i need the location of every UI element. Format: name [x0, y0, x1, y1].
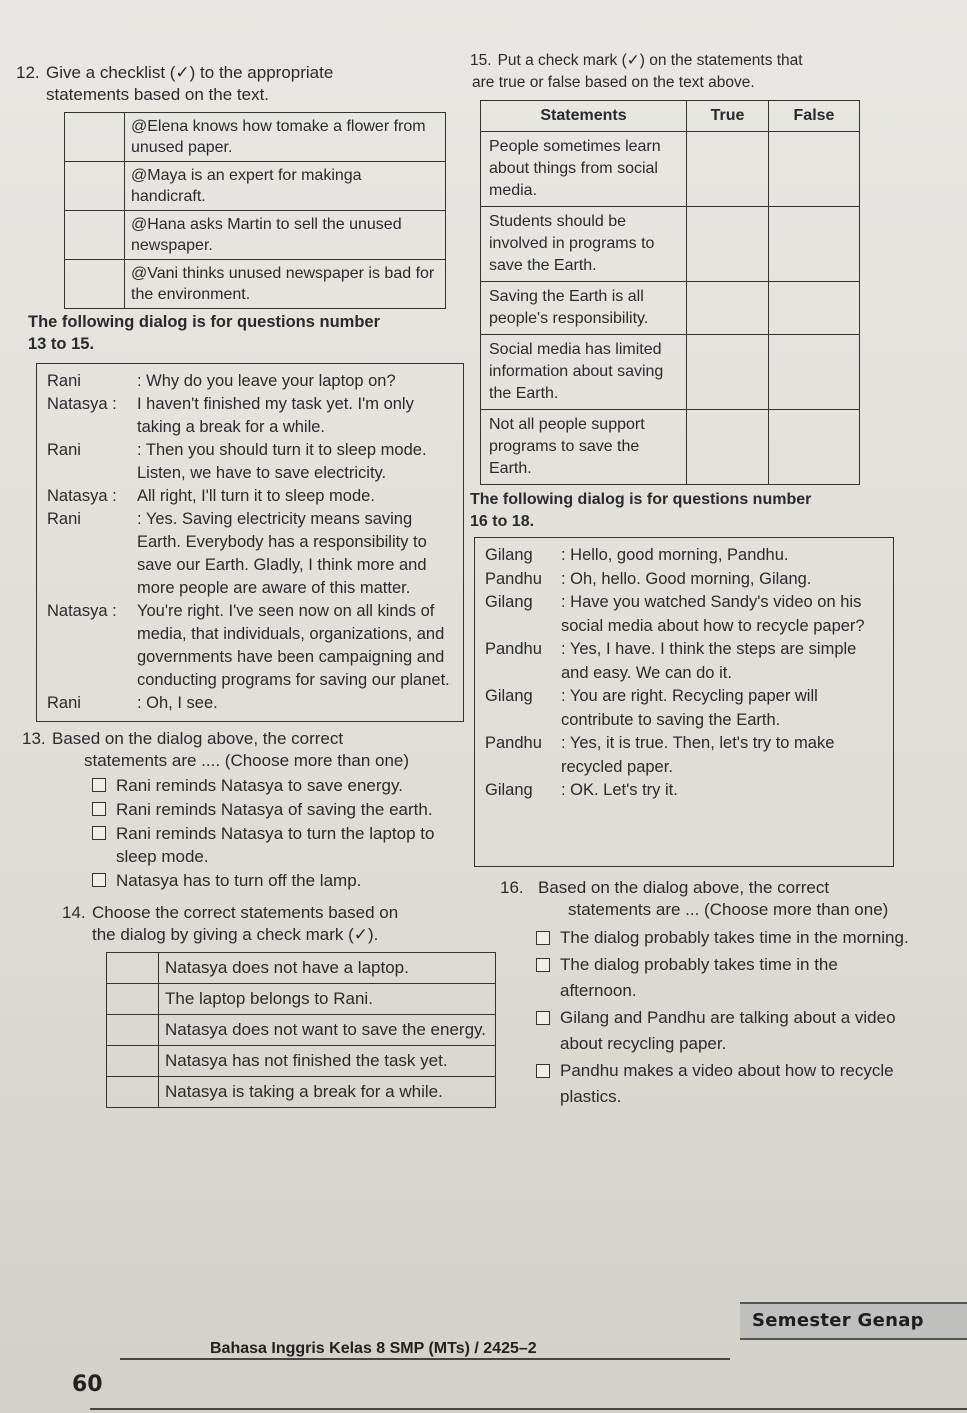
question-number: 13.	[22, 729, 46, 748]
dialog-1-box	[36, 363, 464, 722]
false-cell[interactable]	[769, 132, 860, 207]
dialog-line	[485, 568, 883, 592]
table-row	[65, 260, 446, 309]
false-cell[interactable]	[769, 410, 860, 485]
dialog-2-intro	[470, 489, 945, 533]
statement-cell: Natasya does not want to save the energy.	[159, 1015, 496, 1046]
question-12	[16, 62, 478, 106]
table-row	[107, 984, 496, 1015]
footer-divider	[120, 1358, 730, 1360]
table-row	[481, 207, 860, 282]
line-text: : Hello, good morning, Pandhu.	[561, 546, 789, 564]
line-text: You're right. I've seen now on all kinds of media, that individuals, organizations, and governments have been campaigning and conducting programs for saving our planet.	[137, 602, 450, 689]
check-box[interactable]	[65, 260, 125, 309]
speaker: Natasya :	[47, 602, 117, 620]
statement-cell: @Elena knows how tomake a flower from unused paper.	[125, 113, 446, 162]
dialog-1-intro	[28, 311, 478, 355]
option[interactable]	[88, 869, 478, 892]
option[interactable]	[532, 1005, 912, 1057]
question-13	[22, 728, 478, 772]
question-text: Based on the dialog above, the correct	[52, 729, 344, 748]
check-box[interactable]	[65, 113, 125, 162]
footer-divider	[90, 1408, 967, 1410]
table-row	[107, 953, 496, 984]
speaker: Natasya :	[47, 395, 117, 413]
line-text: : You are right. Recycling paper will contribute to saving the Earth.	[561, 687, 818, 729]
true-cell[interactable]	[687, 132, 769, 207]
statement-cell: Not all people support programs to save the Earth.	[481, 410, 687, 485]
dialog-line	[485, 638, 883, 685]
statement-cell: Natasya is taking a break for a while.	[159, 1077, 496, 1108]
true-cell[interactable]	[687, 282, 769, 335]
question-text: Give a checklist (✓) to the appropriate	[46, 63, 334, 82]
option[interactable]	[532, 925, 912, 951]
question-number: 14.	[62, 903, 86, 922]
speaker: Natasya :	[47, 487, 117, 505]
statement-cell: People sometimes learn about things from social media.	[481, 132, 687, 207]
line-text: : OK. Let's try it.	[561, 781, 678, 799]
semester-ribbon: Semester Genap	[740, 1302, 967, 1340]
question-text: Based on the dialog above, the correct	[538, 878, 830, 897]
checklist-table-14	[106, 952, 496, 1108]
question-number: 15.	[470, 52, 492, 69]
checkbox[interactable]	[92, 778, 106, 792]
line-text: : Oh, hello. Good morning, Gilang.	[561, 569, 812, 588]
check-box[interactable]	[65, 211, 125, 260]
intro-line: 16 to 18.	[470, 513, 535, 530]
table-row	[65, 211, 446, 260]
option[interactable]	[88, 774, 478, 797]
statement-cell: @Vani thinks unused newspaper is bad for the environment.	[125, 260, 446, 309]
check-box[interactable]	[107, 1077, 159, 1108]
column-header: True	[687, 101, 769, 132]
speaker: Gilang	[485, 687, 533, 705]
dialog-line	[47, 692, 453, 715]
option[interactable]	[532, 1058, 912, 1110]
question-text: are true or false based on the text above.	[472, 74, 755, 91]
speaker: Rani	[47, 694, 81, 712]
dialog-line	[485, 732, 883, 779]
option-text: Pandhu makes a video about how to recycle plastics.	[560, 1061, 894, 1106]
checkbox[interactable]	[536, 1011, 550, 1025]
table-row	[481, 132, 860, 207]
left-column	[16, 62, 486, 1108]
table-row	[65, 113, 446, 162]
statement-cell: Natasya has not finished the task yet.	[159, 1046, 496, 1077]
line-text: : Have you watched Sandy's video on his social media about how to recycle paper?	[561, 593, 865, 635]
table-row	[481, 335, 860, 410]
check-box[interactable]	[107, 984, 159, 1015]
question-text: statements based on the text.	[46, 85, 270, 104]
false-cell[interactable]	[769, 207, 860, 282]
speaker: Pandhu	[485, 734, 542, 752]
line-text: : Yes, I have. I think the steps are simple and easy. We can do it.	[561, 640, 857, 682]
question-text: statements are ... (Choose more than one)	[568, 900, 889, 919]
intro-line: 13 to 15.	[28, 335, 95, 353]
right-column	[470, 50, 945, 1111]
question-text: Put a check mark (✓) on the statements that	[497, 52, 803, 69]
true-cell[interactable]	[687, 207, 769, 282]
line-text: : Then you should turn it to sleep mode. Listen, we have to save electricity.	[137, 441, 427, 482]
speaker: Gilang	[485, 593, 533, 611]
table-row	[107, 1077, 496, 1108]
checkbox[interactable]	[536, 1064, 550, 1078]
speaker: Gilang	[485, 781, 533, 799]
checkbox[interactable]	[536, 958, 550, 972]
statement-cell: Saving the Earth is all people's responsibility.	[481, 282, 687, 335]
dialog-line	[485, 779, 883, 803]
option-text: Natasya has to turn off the lamp.	[116, 871, 362, 890]
dialog-line	[485, 685, 883, 732]
question-text: the dialog by giving a check mark (✓).	[92, 925, 379, 944]
statement-cell: Natasya does not have a laptop.	[159, 953, 496, 984]
line-text: : Oh, I see.	[137, 694, 218, 712]
line-text: I haven't finished my task yet. I'm only taking a break for a while.	[137, 395, 414, 436]
statement-cell: @Maya is an expert for makinga handicraft.	[125, 162, 446, 211]
question-text: Choose the correct statements based on	[92, 903, 399, 922]
line-text: : Why do you leave your laptop on?	[137, 372, 396, 390]
statement-cell: Students should be involved in programs to save the Earth.	[481, 207, 687, 282]
intro-line: The following dialog is for questions number	[470, 491, 812, 508]
dialog-line	[47, 508, 453, 600]
question-number: 12.	[16, 63, 40, 82]
question-15	[470, 50, 945, 94]
statement-cell: The laptop belongs to Rani.	[159, 984, 496, 1015]
checkbox[interactable]	[92, 802, 106, 816]
line-text: All right, I'll turn it to sleep mode.	[137, 487, 375, 505]
statement-cell: @Hana asks Martin to sell the unused newspaper.	[125, 211, 446, 260]
dialog-2-box	[474, 537, 894, 867]
dialog-line	[47, 370, 453, 393]
speaker: Rani	[47, 510, 81, 528]
checkbox[interactable]	[536, 931, 550, 945]
check-box[interactable]	[65, 162, 125, 211]
option-text: The dialog probably takes time in the afternoon.	[560, 955, 838, 1000]
statement-cell: Social media has limited information about saving the Earth.	[481, 335, 687, 410]
speaker: Gilang	[485, 546, 533, 564]
option-text: The dialog probably takes time in the morning.	[560, 928, 909, 947]
speaker: Rani	[47, 372, 81, 390]
column-header: Statements	[481, 101, 687, 132]
dialog-line	[485, 591, 883, 638]
option-text: Rani reminds Natasya to save energy.	[116, 776, 403, 795]
speaker: Pandhu	[485, 640, 542, 658]
true-cell[interactable]	[687, 410, 769, 485]
check-box[interactable]	[107, 1046, 159, 1077]
question-number: 16.	[500, 878, 524, 897]
dialog-line	[47, 439, 453, 485]
options-13	[88, 774, 478, 892]
question-14	[62, 902, 478, 946]
speaker: Pandhu	[485, 569, 542, 588]
line-text: : Yes, it is true. Then, let's try to make recycled paper.	[561, 734, 835, 776]
false-cell[interactable]	[769, 335, 860, 410]
option[interactable]	[88, 798, 478, 821]
checkbox[interactable]	[92, 826, 106, 840]
table-row	[107, 1046, 496, 1077]
page-number: 60	[72, 1372, 103, 1397]
speaker: Rani	[47, 441, 81, 459]
check-box[interactable]	[107, 1015, 159, 1046]
dialog-line	[47, 393, 453, 439]
checkbox[interactable]	[92, 873, 106, 887]
dialog-line	[47, 485, 453, 508]
options-16	[532, 925, 912, 1110]
table-header-row	[481, 101, 860, 132]
check-box[interactable]	[107, 953, 159, 984]
question-16	[500, 877, 945, 921]
table-row	[481, 282, 860, 335]
table-row	[107, 1015, 496, 1046]
false-cell[interactable]	[769, 282, 860, 335]
option-text: Gilang and Pandhu are talking about a video about recycling paper.	[560, 1008, 896, 1053]
option[interactable]	[532, 952, 912, 1004]
page-footer	[0, 1300, 967, 1413]
column-header: False	[769, 101, 860, 132]
dialog-line	[47, 600, 453, 692]
question-text: statements are .... (Choose more than one)	[84, 751, 410, 770]
option[interactable]	[88, 822, 478, 868]
option-text: Rani reminds Natasya of saving the earth.	[116, 800, 433, 819]
option-text: Rani reminds Natasya to turn the laptop to sleep mode.	[116, 824, 435, 866]
dialog-line	[485, 544, 883, 568]
table-row	[65, 162, 446, 211]
table-row	[481, 410, 860, 485]
book-title: Bahasa Inggris Kelas 8 SMP (MTs) / 2425–2	[210, 1340, 537, 1357]
true-false-table	[480, 100, 860, 485]
true-cell[interactable]	[687, 335, 769, 410]
checklist-table-12	[64, 112, 446, 309]
line-text: : Yes. Saving electricity means saving Earth. Everybody has a responsibility to save our Earth. Gladly, I think more and more people are aware of this matter.	[137, 510, 427, 597]
intro-line: The following dialog is for questions number	[28, 313, 381, 331]
